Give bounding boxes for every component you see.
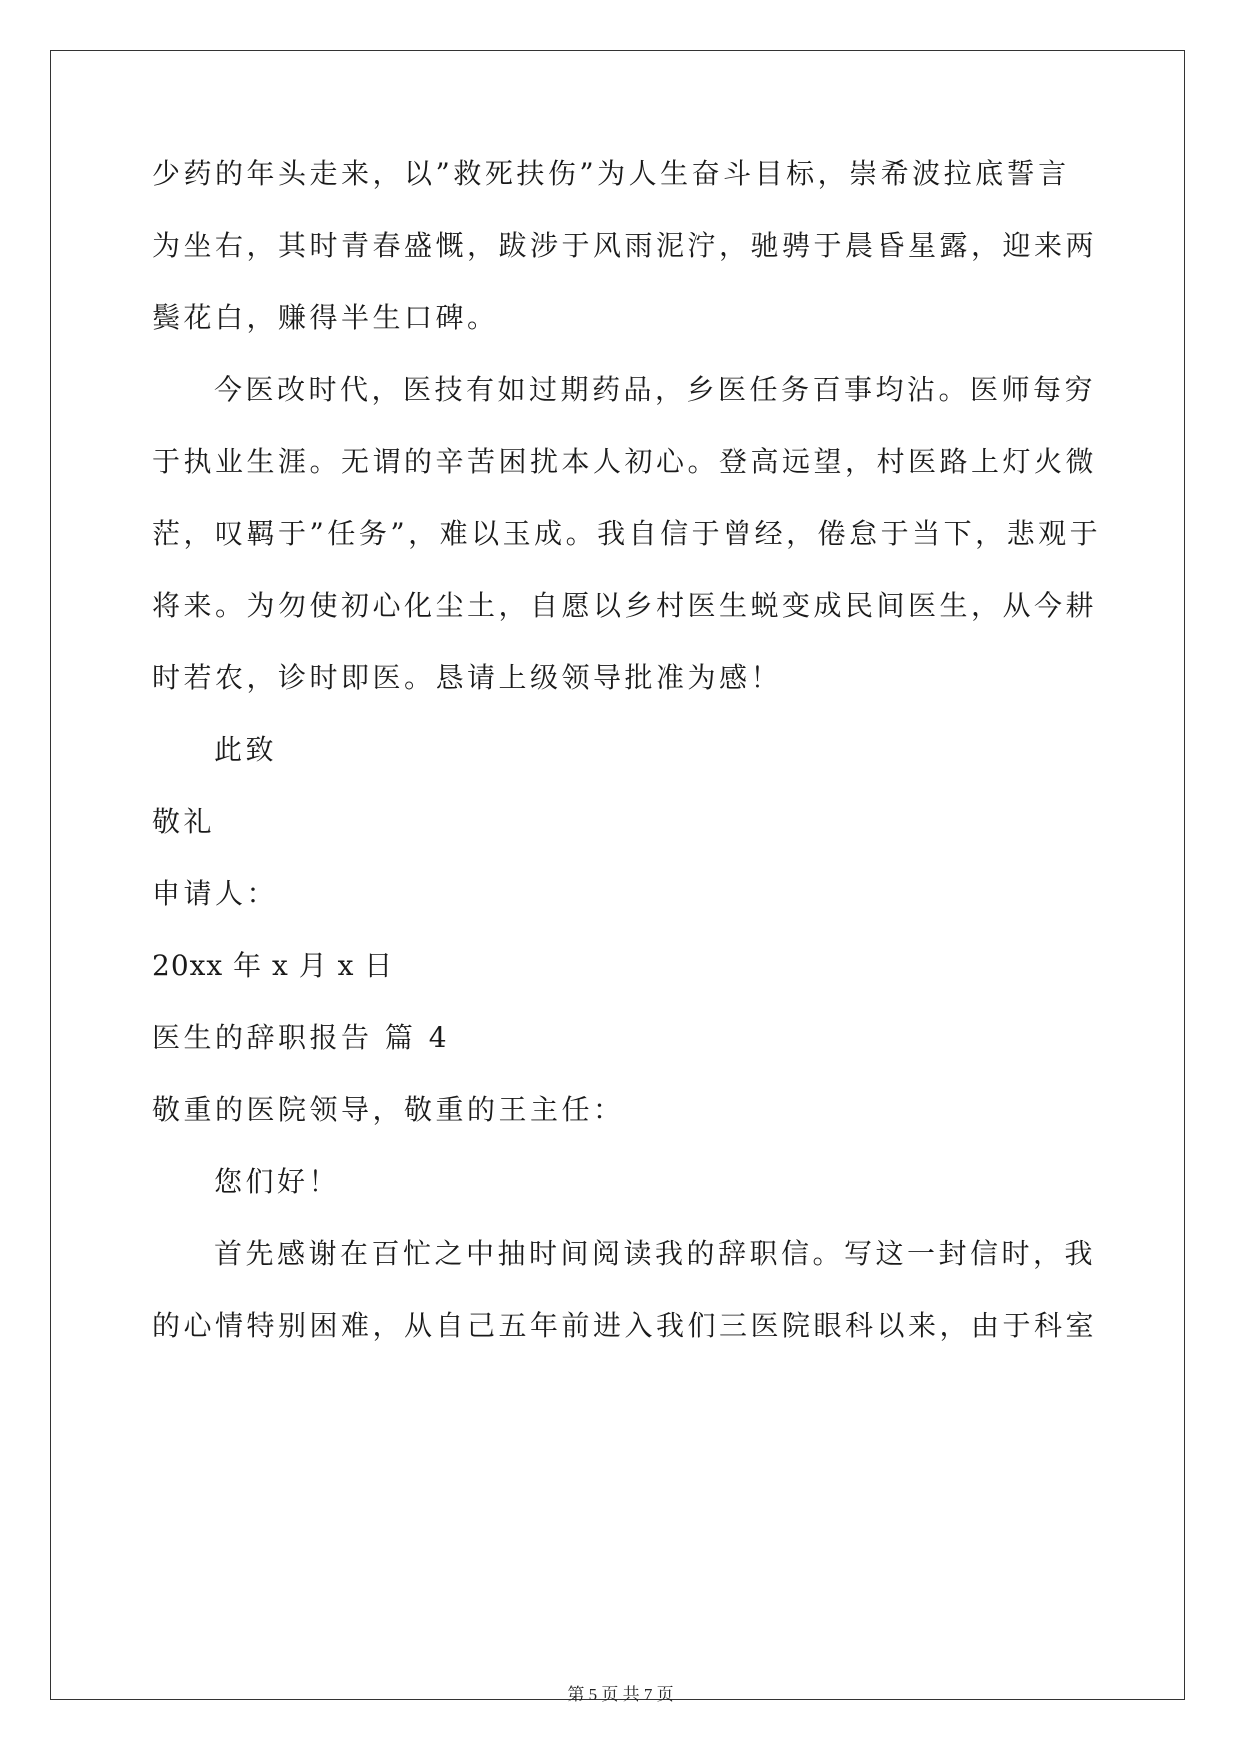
paragraph-3-line-2: 的心情特别困难，从自己五年前进入我们三医院眼科以来，由于科室: [152, 1309, 1098, 1342]
paragraph-2-line-4: 将来。为勿使初心化尘土，自愿以乡村医生蜕变成民间医生，从今耕: [152, 589, 1098, 622]
paragraph-1-line-2: 为坐右，其时青春盛慨，跋涉于风雨泥泞，驰骋于晨昏星露，迎来两: [152, 229, 1098, 262]
closing-2: 敬礼: [152, 805, 216, 838]
applicant-label: 申请人：: [152, 877, 279, 910]
section-title: 医生的辞职报告 篇 4: [152, 1021, 451, 1054]
date-line: 20xx 年 x 月 x 日: [152, 949, 394, 982]
page-border: [50, 50, 1185, 1700]
paragraph-2-line-3: 茫，叹羁于”任务”，难以玉成。我自信于曾经，倦怠于当下，悲观于: [152, 517, 1102, 550]
paragraph-1-line-3: 鬓花白，赚得半生口碑。: [152, 301, 499, 334]
salutation: 敬重的医院领导，敬重的王主任：: [152, 1093, 625, 1126]
paragraph-2-line-2: 于执业生涯。无谓的辛苦困扰本人初心。登高远望，村医路上灯火微: [152, 445, 1098, 478]
paragraph-2-line-1: 今医改时代，医技有如过期药品，乡医任务百事均沾。医师每穷: [214, 373, 1097, 406]
page-number: 第 5 页 共 7 页: [567, 1685, 674, 1704]
paragraph-2-line-5: 时若农，诊时即医。恳请上级领导批准为感！: [152, 661, 783, 694]
paragraph-3-line-1: 首先感谢在百忙之中抽时间阅读我的辞职信。写这一封信时，我: [214, 1237, 1097, 1270]
paragraph-1-line-1: 少药的年头走来，以”救死扶伤”为人生奋斗目标，崇希波拉底誓言: [152, 157, 1070, 190]
closing-1: 此致: [214, 733, 278, 766]
greeting: 您们好！: [214, 1165, 341, 1198]
